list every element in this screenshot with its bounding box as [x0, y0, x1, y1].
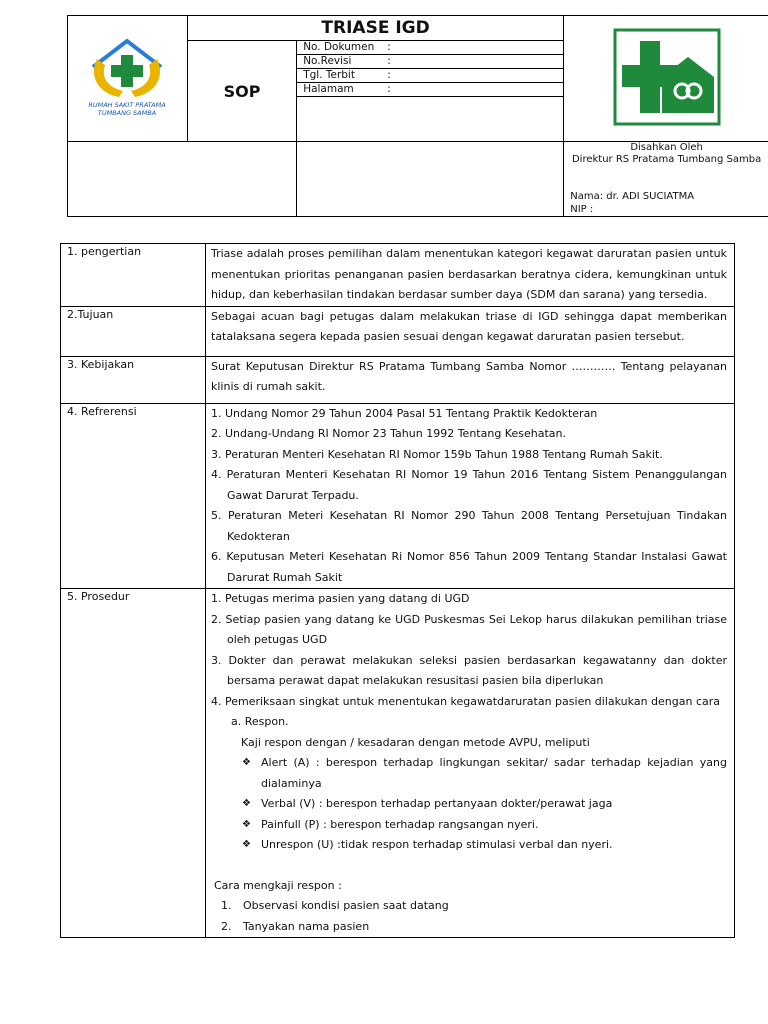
- reference-item: 1. Undang Nomor 29 Tahun 2004 Pasal 51 Tentang Praktik Kedokteran: [211, 406, 598, 420]
- diamond-bullet-icon: ❖: [242, 757, 251, 768]
- section-content: [206, 589, 735, 938]
- reference-item: 2. Undang-Undang RI Nomor 23 Tahun 1992 Tentang Kesehatan.: [211, 427, 566, 440]
- text-line: klinis di rumah sakit.: [211, 380, 326, 393]
- section-label: 3. Kebijakan: [61, 356, 206, 403]
- assessment-heading: Cara mengkaji respon :: [214, 878, 342, 892]
- document-title: TRIASE IGD: [187, 16, 563, 41]
- avpu-painfull: ❖ Painfull (P) : berespon terhadap rangsangan nyeri.: [211, 815, 727, 836]
- avpu-alert: ❖ Alert (A) : berespon terhadap lingkungan sekitar/ sadar terhadap kejadian yang: [211, 753, 727, 774]
- avpu-verbal: ❖ Verbal (V) : berespon terhadap pertanyaan dokter/perawat jaga: [211, 794, 727, 815]
- diamond-bullet-icon: ❖: [242, 818, 251, 830]
- section-label: 5. Prosedur: [61, 589, 206, 938]
- hospital-logo-cell: [68, 16, 188, 142]
- text-line: menentukan prioritas penanganan pasien berdasarkan beratnya cidera, kemungkinan untuk: [211, 267, 727, 281]
- procedure-step: 4. Pemeriksaan singkat untuk menentukan kegawatdaruratan pasien dilakukan dengan cara: [211, 694, 720, 708]
- text-line: Triase adalah proses pemilihan dalam menentukan kategori kegawat daruratan pasien untuk: [211, 247, 727, 260]
- reference-item: 5. Peraturan Meteri Kesehatan RI Nomor 290 Tahun 2008 Tentang Persetujuan Tindakan: [211, 509, 727, 522]
- doc-fields-cell: [297, 41, 564, 142]
- section-kebijakan: [61, 356, 735, 403]
- diamond-bullet-icon: ❖: [242, 798, 251, 809]
- blank-cell-left: [68, 142, 297, 217]
- avpu-alert-cont: dialaminya: [261, 776, 322, 790]
- reference-item-cont: Darurat Rumah Sakit: [227, 570, 343, 584]
- section-tujuan: [61, 306, 735, 356]
- doc-field-number: No. Dokumen :: [297, 41, 563, 55]
- text-line: Surat Keputusan Direktur RS Pratama Tumbang Samba Nomor ………… Tentang pelayanan: [211, 359, 727, 373]
- section-label: 1. pengertian: [61, 244, 206, 307]
- text-line: Sebagai acuan bagi petugas dalam melakukan triase di IGD sehingga dapat memberikan: [211, 309, 727, 323]
- section-content: [206, 244, 735, 307]
- reference-item: 4. Peraturan Menteri Kesehatan RI Nomor 19 Tahun 2016 Tentang Sistem Penanggulangan: [211, 468, 727, 481]
- hospital-logo-icon: [79, 33, 175, 121]
- section-content: [206, 403, 735, 589]
- section-pengertian: [61, 244, 735, 307]
- procedure-step: 3. Dokter dan perawat melakukan seleksi pasien berdasarkan kegawatanny dan dokter: [211, 653, 727, 667]
- procedure-step: 2. Setiap pasien yang datang ke UGD Puskesmas Sei Lekop harus dilakukan pemilihan triase: [211, 612, 727, 626]
- section-content: [206, 306, 735, 356]
- section-content: [206, 356, 735, 403]
- section-label: 2.Tujuan: [61, 306, 206, 356]
- assessment-item: 1. Observasi kondisi pasien saat datang: [221, 899, 449, 912]
- spacer: [211, 856, 727, 876]
- reference-item-cont: Kedokteran: [227, 529, 290, 543]
- procedure-substep: a. Respon.: [231, 715, 289, 728]
- section-label: 4. Refrerensi: [61, 403, 206, 589]
- sop-body-table: [60, 243, 735, 938]
- text-line: hidup, dan keberhasilan tindakan berdasar sumber daya (SDM dan sarana) yang tersedia.: [211, 288, 708, 301]
- svg-text:RUMAH SAKIT PRATAMA: RUMAH SAKIT PRATAMA: [88, 100, 167, 109]
- blank-cell-middle: [297, 142, 564, 217]
- approved-by: Disahkan Oleh: [630, 142, 703, 153]
- procedure-note: Kaji respon dengan / kesadaran dengan metode AVPU, meliputi: [241, 735, 590, 749]
- section-prosedur: [61, 589, 735, 938]
- assessment-item: 2. Tanyakan nama pasien: [221, 919, 370, 933]
- procedure-step-cont: bersama perawat dapat melakukan resusitasi pasien bila diperlukan: [227, 674, 604, 687]
- avpu-unrespon: ❖ Unrespon (U) :tidak respon terhadap stimulasi verbal dan nyeri.: [211, 835, 727, 856]
- header-table: [67, 15, 768, 217]
- approval-cell: [564, 142, 768, 217]
- reference-item-cont: Gawat Darurat Terpadu.: [227, 488, 359, 502]
- section-referensi: [61, 403, 735, 589]
- health-cross-logo-icon: [612, 27, 722, 127]
- reference-item: 3. Peraturan Menteri Kesehatan RI Nomor 159b Tahun 1988 Tentang Rumah Sakit.: [211, 447, 663, 461]
- svg-text:TUMBANG SAMBA: TUMBANG SAMBA: [98, 108, 157, 117]
- diamond-bullet-icon: ❖: [242, 839, 251, 850]
- health-logo-cell: [564, 16, 768, 142]
- procedure-step: 1. Petugas merima pasien yang datang di UGD: [211, 592, 470, 605]
- reference-item: 6. Keputusan Meteri Kesehatan Ri Nomor 856 Tahun 2009 Tentang Standar Instalasi Gawat: [211, 550, 727, 563]
- procedure-step-cont: oleh petugas UGD: [227, 633, 328, 646]
- approver-nip: NIP :: [570, 204, 594, 215]
- text-line: tatalaksana segera kepada pasien sesuai dengan kegawat daruratan pasien tersebut.: [211, 330, 685, 343]
- doc-field-page: Halamam :: [297, 83, 563, 97]
- doc-field-issue-date: Tgl. Terbit :: [297, 69, 563, 83]
- doc-field-revision: No.Revisi :: [297, 55, 563, 69]
- approver-title: Direktur RS Pratama Tumbang Samba: [571, 154, 762, 165]
- sop-label: SOP: [187, 41, 296, 142]
- approver-name: Nama: dr. ADI SUCIATMA: [570, 191, 695, 202]
